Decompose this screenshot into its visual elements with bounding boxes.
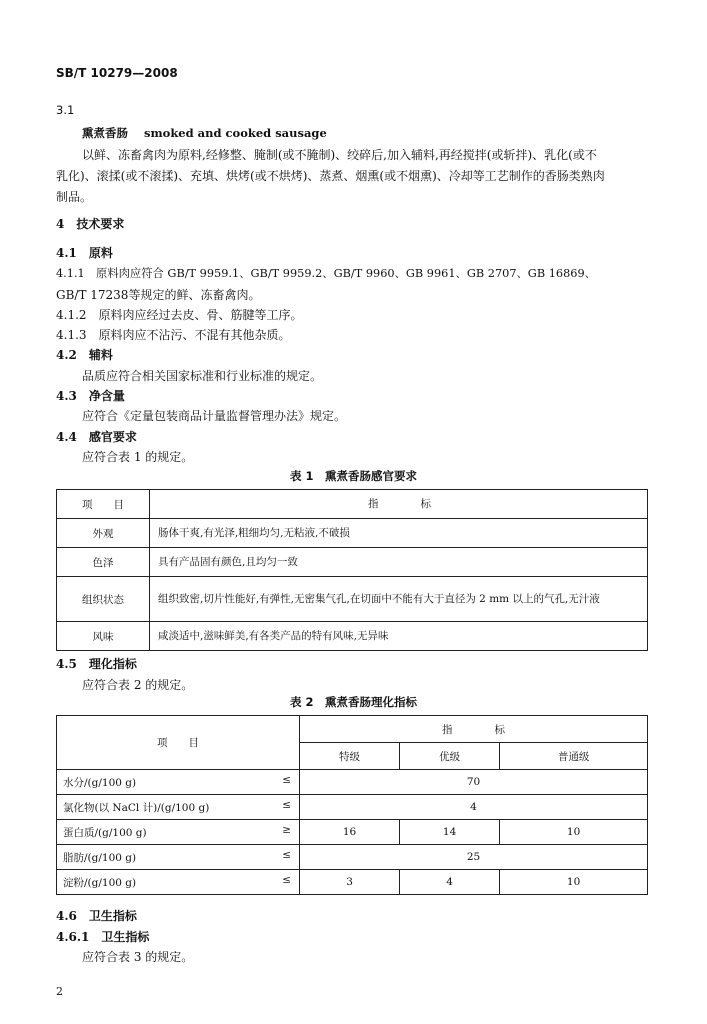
term-zh: 熏煮香肠 (82, 126, 128, 140)
comparison-symbol: ≤ (282, 774, 291, 786)
table2-row-value: 14 (400, 820, 500, 845)
table1-row-item: 外观 (57, 519, 150, 548)
table-row (57, 548, 648, 577)
term-en: smoked and cooked sausage (144, 126, 327, 140)
section-4-5-text: 应符合表 2 的规定。 (82, 678, 194, 692)
table2-row-value: 25 (300, 845, 648, 870)
section-4-6-1-text: 应符合表 3 的规定。 (82, 950, 194, 964)
standard-code: SB/T 10279—2008 (56, 66, 178, 80)
table2-row-value: 3 (300, 870, 400, 895)
table2-header-item: 项 目 (57, 716, 300, 770)
table1-caption: 表 1 熏煮香肠感官要求 (289, 469, 417, 483)
comparison-symbol: ≤ (282, 849, 291, 861)
section-4-2-text: 品质应符合相关国家标准和行业标准的规定。 (82, 369, 323, 383)
definition-line-1: 以鲜、冻畜禽肉为原料,经修整、腌制(或不腌制)、绞碎后,加入辅料,再经搅拌(或斩拌)、乳化(或不 (82, 148, 597, 162)
table2-row-item (57, 870, 300, 895)
table-header-row (57, 716, 648, 743)
table2-row-value: 70 (300, 770, 648, 795)
section-4-heading: 4 技术要求 (56, 217, 125, 231)
section-4-3-text: 应符合《定量包装商品计量监督管理办法》规定。 (82, 409, 347, 423)
table1-header-item: 项 目 (57, 490, 150, 519)
section-3-1-number: 3.1 (56, 103, 75, 117)
table2-row-value: 10 (500, 870, 648, 895)
table2-row-item (57, 820, 300, 845)
item-label: 脂肪/(g/100 g) (63, 851, 137, 864)
section-4-1-1-line-1: 4.1.1 原料肉应符合 GB/T 9959.1、GB/T 9959.2、GB/T 9960、GB 9961、GB 2707、GB 16869、 (56, 267, 596, 280)
table2-row-value: 4 (400, 870, 500, 895)
section-4-2-heading: 4.2 辅料 (56, 348, 113, 362)
table-row (57, 870, 648, 895)
section-4-6-heading: 4.6 卫生指标 (56, 909, 137, 923)
section-4-1-1-line-2: GB/T 17238等规定的鲜、冻畜禽肉。 (56, 288, 261, 302)
table2-row-value: 10 (500, 820, 648, 845)
comparison-symbol: ≤ (282, 874, 291, 886)
section-4-1-heading: 4.1 原料 (56, 246, 113, 260)
table1-row-item: 色泽 (57, 548, 150, 577)
table1-row-value: 肠体干爽,有光泽,粗细均匀,无粘液,不破损 (150, 519, 648, 548)
table-row (57, 770, 648, 795)
comparison-symbol: ≤ (282, 799, 291, 811)
table2-row-value: 4 (300, 795, 648, 820)
section-4-5-heading: 4.5 理化指标 (56, 657, 137, 671)
comparison-symbol: ≥ (282, 824, 291, 836)
table2-physicochemical-indicators (56, 715, 648, 895)
table1-sensory-requirements (56, 489, 648, 651)
table2-row-item (57, 795, 300, 820)
section-4-6-1-heading: 4.6.1 卫生指标 (56, 930, 150, 944)
table1-row-value: 咸淡适中,滋味鲜美,有各类产品的特有风味,无异味 (150, 622, 648, 651)
item-label: 氯化物(以 NaCl 计)/(g/100 g) (63, 801, 210, 814)
section-4-1-3: 4.1.3 原料肉应不沾污、不混有其他杂质。 (56, 328, 291, 342)
table1-row-item: 风味 (57, 622, 150, 651)
table2-header-index: 指 标 (300, 716, 648, 743)
page-number: 2 (56, 985, 63, 998)
table-header-row (57, 490, 648, 519)
table-row (57, 845, 648, 870)
section-4-3-heading: 4.3 净含量 (56, 389, 125, 403)
grade-premium: 特级 (300, 743, 400, 770)
table1-row-value: 具有产品固有颜色,且均匀一致 (150, 548, 648, 577)
item-label: 水分/(g/100 g) (63, 776, 137, 789)
table1-row-item: 组织状态 (57, 577, 150, 622)
table2-row-item (57, 845, 300, 870)
grade-superior: 优级 (400, 743, 500, 770)
grade-ordinary: 普通级 (500, 743, 648, 770)
item-label: 淀粉/(g/100 g) (63, 876, 137, 889)
table2-row-item (57, 770, 300, 795)
table-row (57, 577, 648, 622)
table1-header-index: 指 标 (150, 490, 648, 519)
table2-row-value: 16 (300, 820, 400, 845)
term-title (82, 123, 327, 143)
table-row (57, 820, 648, 845)
section-4-4-text: 应符合表 1 的规定。 (82, 450, 194, 464)
definition-line-2: 乳化)、滚揉(或不滚揉)、充填、烘烤(或不烘烤)、蒸煮、烟熏(或不烟熏)、冷却等工艺制作的香肠类熟肉 (56, 169, 605, 183)
definition-line-3: 制品。 (56, 190, 93, 204)
section-4-1-2: 4.1.2 原料肉应经过去皮、骨、筋腱等工序。 (56, 308, 303, 322)
table-row (57, 519, 648, 548)
table1-row-value: 组织致密,切片性能好,有弹性,无密集气孔,在切面中不能有大于直径为 2 mm 以上的气孔,无汁液 (150, 577, 648, 622)
section-4-4-heading: 4.4 感官要求 (56, 430, 137, 444)
item-label: 蛋白质/(g/100 g) (63, 826, 147, 839)
table2-caption: 表 2 熏煮香肠理化指标 (289, 695, 417, 709)
table-row (57, 795, 648, 820)
table-row (57, 622, 648, 651)
